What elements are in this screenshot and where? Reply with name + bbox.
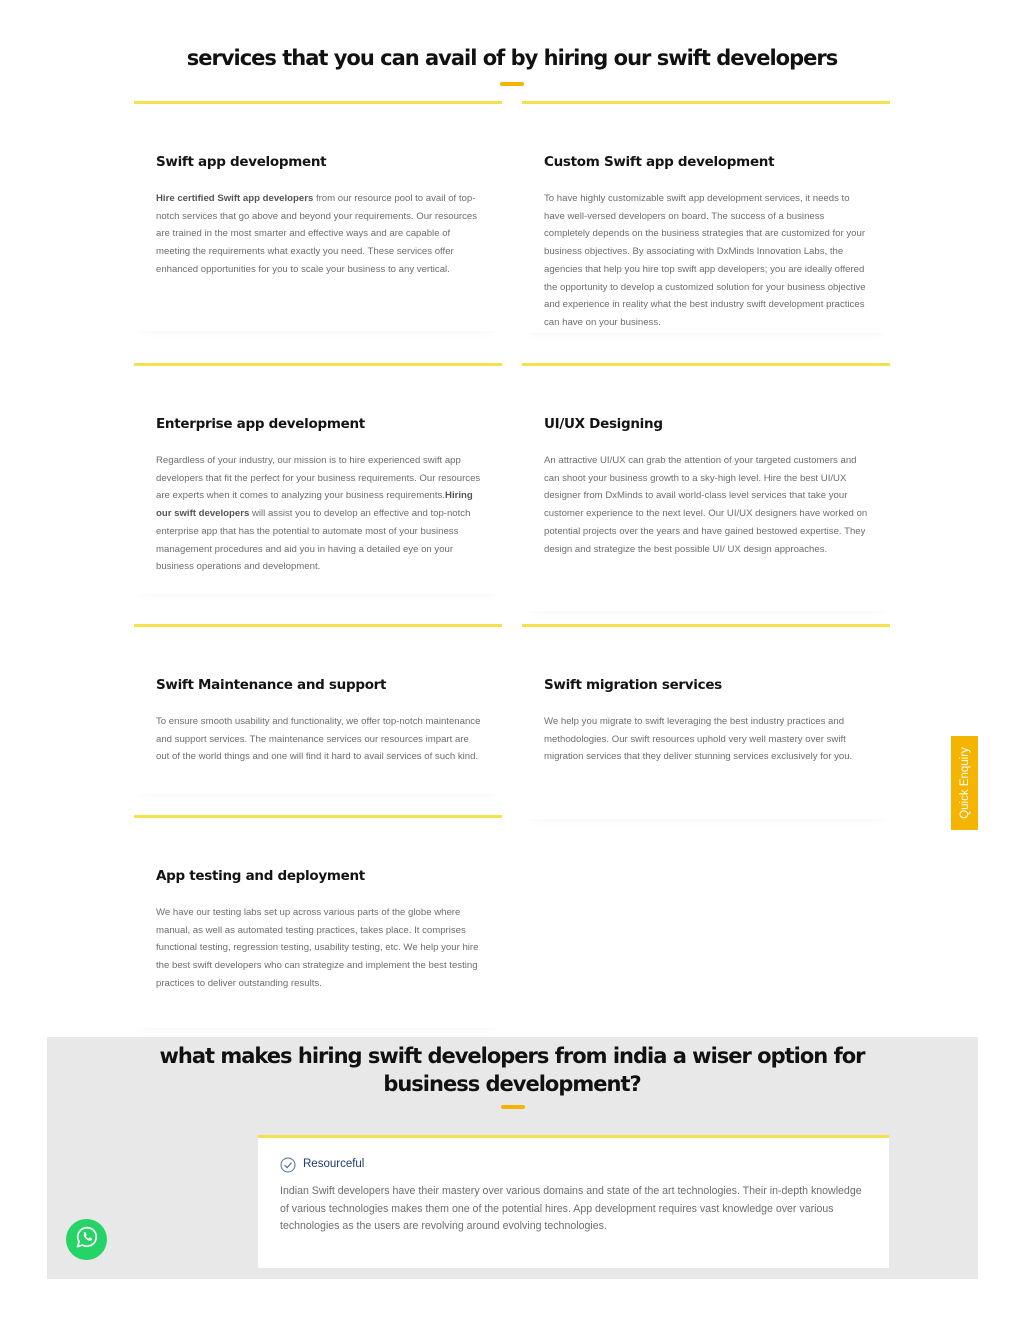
card-title: Custom Swift app development	[544, 154, 775, 170]
feature-text: Indian Swift developers have their mastery over various domains and state of the art technologies. Their in-depth knowledge of various technologies makes them one of the potential hires. App development requires vast knowledge over various technologies as the users are revolving around evolving technologies.	[280, 1185, 862, 1232]
service-card-swift-app	[134, 101, 502, 331]
card-text-body: from our resource pool to avail of top-notch services that go above and beyond your requirements. Our resources are trained in the most smarter and effective ways and are capable of meeting the requirements what exactly you need. These services offer enhanced opportunities for you to scale your business to any vertical.	[156, 193, 478, 275]
card-text: To have highly customizable swift app development services, it needs to have well-versed developers on board. The success of a business completely depends on the business strategies that are customized for your business objectives. By associating with DxMinds Innovation Labs, the agencies that help you hire top swift app developers; you are ideally offered the opportunity to develop a customized solution for your business objective and experience in reality what the best industry swift development practices can have on your business.	[544, 193, 866, 328]
check-circle-icon	[280, 1157, 296, 1173]
service-card-uiux	[522, 363, 890, 611]
card-text: We help you migrate to swift leveraging the best industry practices and methodologies. Our swift resources uphold very well mastery over swift migration services that they deliver stunning services exclusively for you.	[544, 716, 853, 763]
card-text: To ensure smooth usability and functionality, we offer top-notch maintenance and support services. The maintenance services our resources impart are out of the world things and one will find it hard to avail services of such kind.	[156, 716, 481, 763]
card-text-body-end: will assist you to develop an effective and top-notch enterprise app that has the potential to automate most of your business management procedures and aid you in having a detailed eye on your business operations and development.	[156, 508, 471, 573]
card-text: We have our testing labs set up across various parts of the globe where manual, as well as automated testing practices, takes place. It comprises functional testing, regression testing, usability testing, etc. We help your hire the best swift developers who can strategize and implement the best testing practices to deliver outstanding results.	[156, 907, 479, 989]
section-title-services: services that you can avail of by hiring our swift developers	[186, 46, 838, 70]
card-title: App testing and deployment	[156, 868, 365, 884]
card-text-bold[interactable]: Hiring our swift developers	[156, 490, 473, 520]
service-card-testing	[134, 815, 502, 1028]
card-text	[156, 190, 482, 279]
card-title: UI/UX Designing	[544, 416, 663, 432]
quick-enquiry-label: Quick Enquiry	[958, 747, 971, 819]
service-card-migration	[522, 624, 890, 819]
title-underline	[501, 1105, 525, 1109]
card-text-bold[interactable]: Hire certified Swift app developers	[156, 193, 314, 204]
card-text	[156, 452, 482, 576]
section-title-text: what makes hiring swift developers from india a wiser option for business development?	[159, 1044, 865, 1096]
section-title-why-india	[0, 1042, 1024, 1098]
feature-label: Resourceful	[303, 1158, 365, 1170]
title-underline	[500, 82, 524, 86]
service-card-maintenance	[134, 624, 502, 794]
service-card-enterprise	[134, 363, 502, 594]
card-text-body: Regardless of your industry, our mission is to hire experienced swift app developers that fit the perfect for your business requirements. Our resources are experts when it comes to analyzing your business requirements.	[156, 455, 481, 502]
quick-enquiry-button[interactable]	[951, 736, 978, 830]
card-title: Enterprise app development	[156, 416, 365, 432]
card-text: An attractive UI/UX can grab the attention of your targeted customers and can shoot your business growth to a sky-high level. Hire the best UI/UX designer from DxMinds to avail world-class level services that take your customer experience to the next level. Our UI/UX designers have worked on potential projects over the years and have gained bestowed expertise. They design and strategize the best possible UI/ UX design approaches.	[544, 455, 868, 555]
whatsapp-icon	[75, 1225, 99, 1254]
card-title: Swift app development	[156, 154, 327, 170]
whatsapp-button[interactable]	[66, 1219, 107, 1260]
card-title: Swift Maintenance and support	[156, 677, 387, 693]
service-card-custom-swift	[522, 101, 890, 333]
feature-card-resourceful	[258, 1135, 889, 1268]
card-title: Swift migration services	[544, 677, 722, 693]
